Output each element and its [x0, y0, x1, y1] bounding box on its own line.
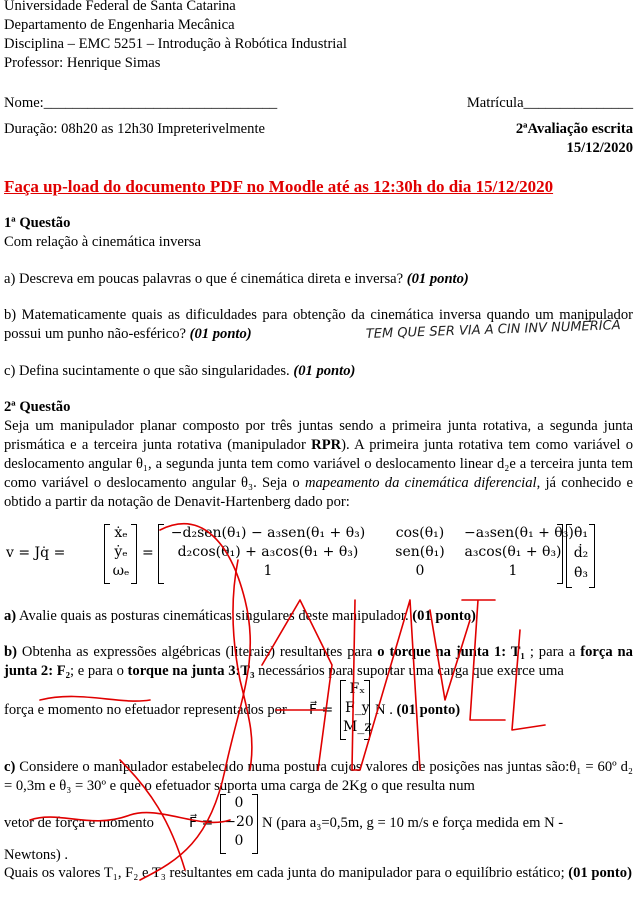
q2-intro-rpr: RPR — [311, 437, 342, 453]
q1-c-points: (01 ponto) — [293, 363, 356, 379]
q2-intro-part2: ). A primeira junta rotativa tem como variável o deslocamento angular θ₁, a segunda junta tem como variável o deslocamento linear d₂e a terceira junta tem como variável o deslocamento angular θ₃. Seja o — [4, 437, 633, 491]
eq-j-0-2: −a₃sen(θ₁ + θ₃) — [464, 525, 574, 541]
q1-a-text: a) Descreva em poucas palavras o que é cinemática direta e inversa? — [4, 271, 407, 287]
q2-c-vec-1: −20 — [224, 814, 254, 830]
q2-b-points: (01 ponto) — [396, 702, 461, 718]
eq-j-0-0: −d₂sen(θ₁) − a₃sen(θ₁ + θ₃) — [170, 525, 366, 541]
q2-b-vec-2: M_z — [343, 719, 372, 735]
eq-j-2-2: 1 — [508, 563, 518, 579]
q2-c-line3a: vetor de força e momento — [4, 815, 154, 831]
q2-c-vec-0: 0 — [234, 795, 244, 811]
q2-b-force2: força na junta 2: F₂ — [4, 644, 633, 679]
q2-b-vec-bracket-right — [364, 680, 370, 740]
name-field: Nome:________________________________ — [4, 95, 278, 111]
q2-intro-italic: mapeamento da cinemática diferencial — [304, 475, 537, 491]
eq-q-2: θ̇₃ — [573, 565, 589, 581]
eq-j-bracket-right — [557, 524, 563, 584]
registration-field: Matrícula_______________ — [466, 95, 633, 111]
eq-v-1: ẏₑ — [114, 544, 128, 560]
q2-item-b — [4, 643, 633, 681]
eq-j-1-1: sen(θ₁) — [395, 544, 445, 560]
exam-title: 2ªAvaliação escrita — [515, 121, 633, 137]
q2-c-text1: Considere o manipulador estabelecido numa postura cujos valores de posições nas juntas são:θ₁ = 60º d₂ = 0,3m e θ₃ = 30º e que o efetuador suporta uma carga de 2Kg o que resulta num — [4, 759, 633, 794]
eq-q-0: θ̇₁ — [573, 525, 589, 541]
q1-c-text: c) Defina sucintamente o que são singularidades. — [4, 363, 294, 379]
q1-b-text: b) Matematicamente quais as dificuldades para obtenção da cinemática inversa quando um manipulador possui um punho não-esférico? — [4, 307, 633, 342]
q1-b-points: (01 ponto) — [189, 326, 252, 342]
q1-a-points: (01 ponto) — [406, 271, 469, 287]
q2-c-line4: Newtons) . — [4, 847, 69, 863]
q2-b-torque3: torque na junta 3:T₃ — [127, 663, 255, 679]
q2-b-force-symbol: F⃗ = — [309, 702, 334, 718]
q1-intro: Com relação à cinemática inversa — [4, 234, 201, 250]
q2-title: 2ª Questão — [4, 399, 71, 415]
q2-a-points: (01 ponto) — [412, 608, 476, 624]
q2-c-line3b: N (para a₃=0,5m, g = 10 m/s e força medida em N - — [262, 815, 564, 831]
q2-a-label: a) — [4, 608, 17, 624]
q1-title: 1ª Questão — [4, 215, 71, 231]
q1-item-c — [4, 362, 355, 381]
eq-j-1-0: d₂cos(θ₁) + a₃cos(θ₁ + θ₃) — [177, 544, 359, 560]
eq-v-vector — [109, 524, 133, 581]
q2-a-text: Avalie quais as posturas cinemáticas singulares deste manipulador. — [16, 608, 413, 624]
q2-b-line2-text: força e momento no efetuador representados por — [4, 702, 287, 718]
eq-v-2: ωₑ — [112, 563, 130, 579]
eq-lhs: v = Jq̇ = — [6, 545, 66, 561]
department-line: Departamento de Engenharia Mecânica — [4, 17, 235, 33]
q2-b-label: b) — [4, 644, 17, 660]
q2-b-unit: N . — [375, 702, 397, 718]
q2-c-vec-bracket-right — [252, 794, 258, 854]
q2-item-c — [4, 758, 633, 796]
eq-v-0: ẋₑ — [114, 525, 128, 541]
eq-jacobian-matrix — [160, 524, 574, 581]
handwritten-note-text: TEM QUE SER VIA A CIN INV NUMÉRICA — [365, 318, 621, 342]
q2-b-text4: necessários para suportar uma carga que exerce uma — [254, 663, 564, 679]
university-line: Universidade Federal de Santa Catarina — [4, 0, 236, 14]
q2-intro — [4, 417, 633, 512]
q2-b-vec-0: Fₓ — [349, 681, 366, 697]
q2-final-question — [4, 864, 633, 883]
q2-b-vec-1: F_y — [345, 700, 370, 716]
exam-date: 15/12/2020 — [566, 140, 633, 156]
upload-notice: Faça up-load do documento PDF no Moodle até as 12:30h do dia 15/12/2020 — [4, 177, 554, 196]
eq-j-1-2: a₃cos(θ₁ + θ₃) — [464, 544, 562, 560]
course-line: Disciplina – EMC 5251 – Introdução à Robótica Industrial — [4, 36, 347, 52]
q2-item-a — [4, 607, 476, 626]
q2-c-force-vector — [223, 794, 255, 851]
q2-b-tail — [375, 701, 460, 720]
q2-final-text: Quais os valores T₁, F₂ e T₃ resultantes em cada junta do manipulador para o equilíbrio estático; — [4, 865, 569, 881]
q2-b-text1: Obtenha as expressões algébricas (literais) resultantes para — [16, 644, 378, 660]
q2-intro-part3: , já conhecido e obtido a partir da notação de Denavit-Hartenberg dado por: — [4, 475, 633, 510]
eq-j-2-0: 1 — [263, 563, 273, 579]
eq-v-bracket-right — [131, 524, 137, 584]
professor-line: Professor: Henrique Simas — [4, 55, 161, 71]
q2-final-points: (01 ponto) — [568, 865, 632, 881]
q1-item-a — [4, 270, 469, 289]
q2-intro-part1: Seja um manipulador planar composto por três juntas sendo a primeira junta rotativa, a segunda junta prismática e a terceira junta rotativa (manipulador — [4, 418, 633, 453]
eq-q-1: ḋ₂ — [573, 545, 589, 561]
q2-b-line2 — [4, 701, 287, 720]
duration-text: Duração: 08h20 as 12h30 Impreterivelmente — [4, 121, 265, 137]
q2-b-text3: ; e para o — [70, 663, 128, 679]
q2-c-label: c) — [4, 759, 16, 775]
eq-q-bracket-right — [589, 524, 595, 588]
q2-b-torque1: o torque na junta 1: T₁ — [377, 644, 525, 660]
q1-item-b — [4, 306, 633, 344]
eq-j-2-1: 0 — [415, 563, 425, 579]
q2-b-text2: ; para a — [524, 644, 581, 660]
eq-equals: = — [142, 545, 154, 561]
q2-c-force-symbol: F⃗ = — [189, 815, 214, 831]
eq-j-0-1: cos(θ₁) — [395, 525, 445, 541]
q2-c-vec-2: 0 — [234, 833, 244, 849]
